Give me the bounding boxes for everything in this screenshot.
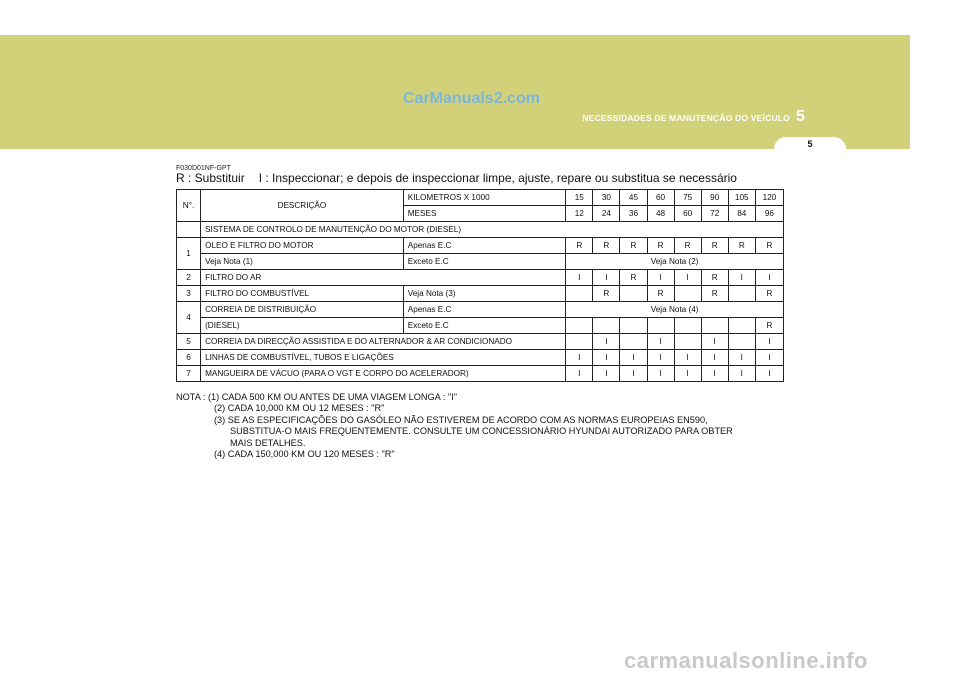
schedule-cell: I	[674, 366, 701, 382]
item-desc: MANGUEIRA DE VÁCUO (PARA O VGT E CORPO DO ACELERADOR)	[201, 366, 566, 382]
desc-header: DESCRIÇÃO	[201, 190, 404, 222]
months-cell: 84	[728, 206, 755, 222]
note-line: (2) CADA 10,000 KM OU 12 MESES : "R"	[214, 403, 385, 414]
table-row	[177, 334, 784, 350]
months-cell: 96	[755, 206, 783, 222]
km-cell: 30	[593, 190, 620, 206]
schedule-note: Veja Nota (4)	[566, 302, 784, 318]
item-desc: CORREIA DA DIRECÇÃO ASSISTIDA E DO ALTERNADOR & AR CONDICIONADO	[201, 334, 566, 350]
schedule-cell: I	[728, 350, 755, 366]
schedule-cell: I	[566, 366, 593, 382]
schedule-cell: I	[593, 270, 620, 286]
item-cond: Exceto E.C	[403, 254, 566, 270]
km-cell: 75	[674, 190, 701, 206]
months-cell: 36	[620, 206, 647, 222]
schedule-cell	[647, 318, 674, 334]
schedule-cell: I	[674, 350, 701, 366]
km-cell: 15	[566, 190, 593, 206]
schedule-cell: I	[728, 366, 755, 382]
table-row	[177, 350, 784, 366]
schedule-cell: I	[620, 366, 647, 382]
schedule-cell: I	[620, 350, 647, 366]
schedule-cell: I	[755, 270, 783, 286]
km-cell: 90	[701, 190, 728, 206]
note-line: NOTA : (1) CADA 500 KM OU ANTES DE UMA VIAGEM LONGA : "I"	[176, 392, 458, 402]
months-cell: 48	[647, 206, 674, 222]
footer-watermark: carmanualsonline.info	[624, 648, 868, 673]
schedule-cell	[620, 334, 647, 350]
schedule-cell: I	[647, 350, 674, 366]
schedule-cell: R	[755, 286, 783, 302]
item-desc: FILTRO DO COMBUSTÍVEL	[201, 286, 404, 302]
chapter-number: 5	[796, 108, 805, 125]
km-cell: 105	[728, 190, 755, 206]
system-title: SISTEMA DE CONTROLO DE MANUTENÇÃO DO MOTOR (DIESEL)	[201, 222, 784, 238]
item-number: 7	[177, 366, 201, 382]
schedule-cell: I	[674, 270, 701, 286]
schedule-cell	[620, 286, 647, 302]
notes-block	[176, 392, 733, 460]
schedule-cell: R	[620, 238, 647, 254]
schedule-cell: R	[728, 238, 755, 254]
schedule-cell: R	[755, 238, 783, 254]
table-row	[177, 366, 784, 382]
km-cell: 120	[755, 190, 783, 206]
months-cell: 60	[674, 206, 701, 222]
item-subdesc: Veja Nota (1)	[201, 254, 404, 270]
schedule-cell	[566, 334, 593, 350]
schedule-cell	[674, 286, 701, 302]
schedule-cell: R	[593, 238, 620, 254]
schedule-note: Veja Nota (2)	[566, 254, 784, 270]
item-number: 4	[177, 302, 201, 334]
schedule-cell	[593, 318, 620, 334]
page-number: 5	[807, 139, 813, 149]
item-number: 3	[177, 286, 201, 302]
note-line: (4) CADA 150,000 KM OU 120 MESES : "R"	[214, 449, 395, 460]
item-number: 2	[177, 270, 201, 286]
schedule-cell: I	[566, 350, 593, 366]
section-title: NECESSIDADES DE MANUTENÇÃO DO VEÍCULO	[582, 113, 790, 123]
item-desc: OLEO E FILTRO DO MOTOR	[201, 238, 404, 254]
schedule-cell: R	[701, 270, 728, 286]
schedule-cell: R	[566, 238, 593, 254]
schedule-cell: I	[755, 366, 783, 382]
item-cond: Veja Nota (3)	[403, 286, 566, 302]
schedule-cell: R	[701, 238, 728, 254]
schedule-cell: I	[647, 334, 674, 350]
item-number: 1	[177, 238, 201, 270]
item-number: 6	[177, 350, 201, 366]
schedule-cell	[728, 334, 755, 350]
note-line: (3) SE AS ESPECIFICAÇÕES DO GASÓLEO NÃO ESTIVEREM DE ACORDO COM AS NORMAS EUROPEIAS EN590,	[214, 414, 708, 425]
schedule-cell: R	[647, 238, 674, 254]
table-row	[177, 254, 784, 270]
legend	[176, 171, 737, 185]
item-cond: Apenas E.C	[403, 302, 566, 318]
schedule-cell: I	[593, 366, 620, 382]
schedule-cell: R	[647, 286, 674, 302]
km-label: KILOMETROS X 1000	[403, 190, 566, 206]
legend-r: R : Substituir	[176, 171, 245, 185]
item-subdesc: (DIESEL)	[201, 318, 404, 334]
table-row	[177, 238, 784, 254]
schedule-cell: I	[593, 350, 620, 366]
schedule-cell: I	[728, 270, 755, 286]
schedule-cell	[701, 318, 728, 334]
schedule-cell: I	[755, 350, 783, 366]
schedule-cell	[674, 318, 701, 334]
note-line: MAIS DETALHES.	[230, 437, 306, 448]
site-link[interactable]: CarManuals2.com	[403, 90, 540, 107]
schedule-cell: I	[647, 270, 674, 286]
schedule-cell: I	[566, 270, 593, 286]
table-row	[177, 270, 784, 286]
schedule-cell	[674, 334, 701, 350]
no-cell	[177, 222, 201, 238]
months-label: MESES	[403, 206, 566, 222]
schedule-cell	[566, 318, 593, 334]
item-desc: FILTRO DO AR	[201, 270, 566, 286]
item-number: 5	[177, 334, 201, 350]
item-cond: Exceto E.C	[403, 318, 566, 334]
table-row	[177, 302, 784, 318]
schedule-cell	[566, 286, 593, 302]
schedule-cell: R	[593, 286, 620, 302]
schedule-cell: I	[701, 366, 728, 382]
schedule-cell: I	[593, 334, 620, 350]
schedule-cell: I	[701, 334, 728, 350]
schedule-cell: R	[701, 286, 728, 302]
table-row	[177, 222, 784, 238]
months-cell: 12	[566, 206, 593, 222]
schedule-cell	[728, 286, 755, 302]
legend-i: I : Inspeccionar; e depois de inspeccionar limpe, ajuste, repare ou substitua se necessário	[258, 171, 737, 185]
schedule-cell: I	[701, 350, 728, 366]
item-desc: CORREIA DE DISTRIBUIÇÃO	[201, 302, 404, 318]
item-cond: Apenas E.C	[403, 238, 566, 254]
schedule-cell: R	[674, 238, 701, 254]
km-cell: 45	[620, 190, 647, 206]
no-header: N°.	[177, 190, 201, 222]
note-line: SUBSTITUA-O MAIS FREQUENTEMENTE. CONSULTE UM CONCESSIONÁRIO HYUNDAI AUTORIZADO PARA OBTER	[230, 426, 733, 437]
table-row	[177, 190, 784, 206]
maintenance-schedule-table	[176, 189, 784, 382]
schedule-cell: I	[755, 334, 783, 350]
km-cell: 60	[647, 190, 674, 206]
months-cell: 24	[593, 206, 620, 222]
schedule-cell: R	[620, 270, 647, 286]
schedule-cell	[728, 318, 755, 334]
document-code: F030D01NF-GPT	[176, 165, 231, 172]
schedule-cell: I	[647, 366, 674, 382]
months-cell: 72	[701, 206, 728, 222]
item-desc: LINHAS DE COMBUSTÍVEL, TUBOS E LIGAÇÕES	[201, 350, 566, 366]
schedule-cell: R	[755, 318, 783, 334]
schedule-cell	[620, 318, 647, 334]
table-row	[177, 318, 784, 334]
table-row	[177, 286, 784, 302]
